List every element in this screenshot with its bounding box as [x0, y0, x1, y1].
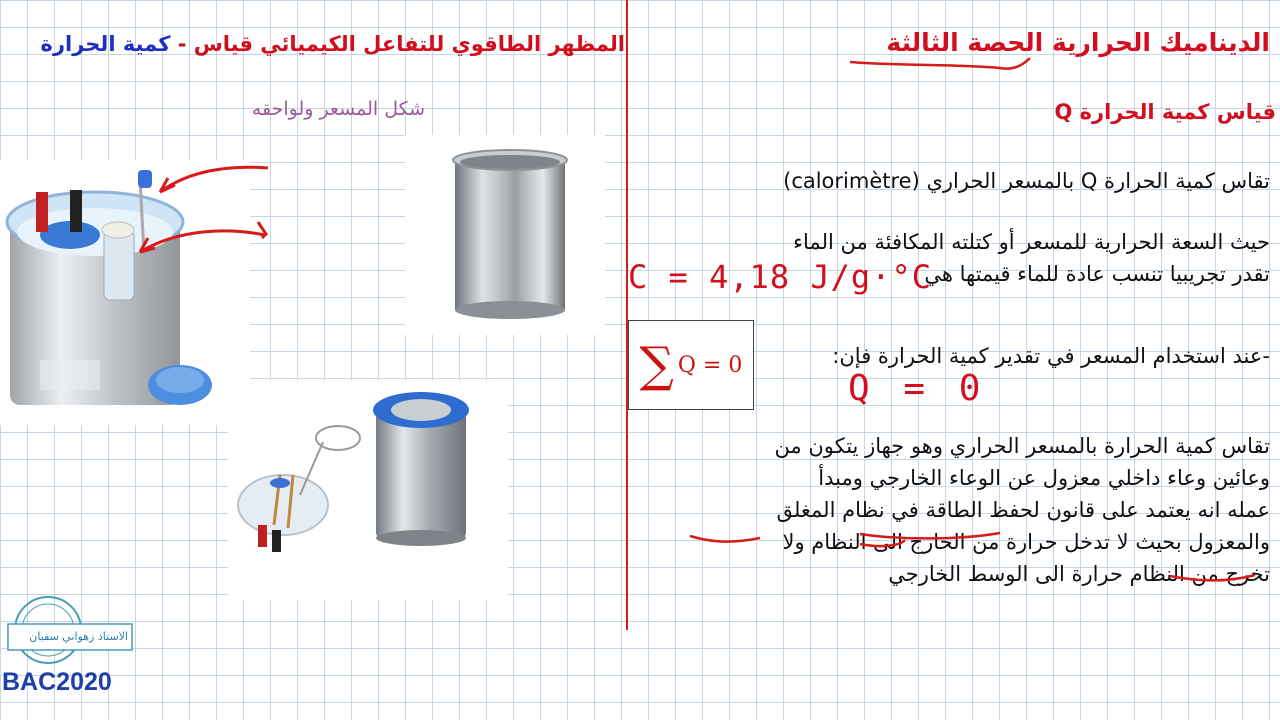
paragraph-calorimeter: تقاس كمية الحرارة Q بالمسعر الحراري (calorimètre) — [783, 169, 1270, 193]
sigma-icon: ∑ — [639, 337, 674, 393]
left-title-part-b: كمية الحرارة — [40, 32, 171, 56]
lesson-title-part-b: الحصة الثالثة — [886, 28, 1044, 57]
paragraph-heat-capacity-line-1: حيث السعة الحرارية للمسعر أو كتلته المكافئة من الماء — [793, 230, 1270, 254]
footer-bac: BAC2020 — [2, 668, 112, 696]
lid-and-outer-vessel-photo — [228, 380, 508, 600]
teacher-stamp — [4, 590, 136, 668]
paragraph-definition-line-4: والمعزول بحيث لا تدخل حرارة من الخارج الى النظام ولا — [782, 530, 1270, 554]
stamp-text: الاستاذ زهواني سفيان — [29, 630, 128, 643]
left-subtitle: شكل المسعر ولواحقه — [251, 98, 425, 120]
left-title — [20, 32, 625, 56]
handwritten-q-zero: Q = 0 — [848, 368, 987, 409]
formula-text: Q = 0 — [677, 352, 743, 378]
section-heading: قياس كمية الحرارة Q — [1054, 100, 1276, 124]
calorimeter-photo — [0, 160, 250, 425]
paragraph-heat-capacity-line-2: تقدر تجريبيا تنسب عادة للماء قيمتها هي — [924, 262, 1270, 286]
inner-vessel-photo — [405, 135, 605, 335]
lesson-title — [640, 28, 1270, 57]
paragraph-definition-line-5: تخرج من النظام حرارة الى الوسط الخارجي — [888, 562, 1270, 586]
left-title-part-a: المظهر الطاقوي للتفاعل الكيميائي قياس - — [170, 32, 625, 56]
handwritten-c-value: C = 4,18 J/g·°C — [628, 258, 932, 296]
paragraph-definition — [630, 430, 1270, 590]
paragraph-definition-line-2: وعائين وعاء داخلي معزول عن الوعاء الخارجي ومبدأ — [818, 466, 1270, 490]
column-divider — [626, 0, 628, 630]
paragraph-definition-line-1: تقاس كمية الحرارة بالمسعر الحراري وهو جهاز يتكون من — [774, 434, 1270, 458]
formula-box — [628, 320, 754, 410]
paragraph-definition-line-3: عمله انه يعتمد على قانون لحفظ الطاقة في نظام المغلق — [776, 498, 1270, 522]
paragraph-usage: -عند استخدام المسعر في تقدير كمية الحرارة فإن: — [832, 344, 1270, 368]
formula-sum-q — [629, 321, 753, 409]
lesson-title-part-a: الديناميك الحرارية — [1043, 28, 1270, 57]
